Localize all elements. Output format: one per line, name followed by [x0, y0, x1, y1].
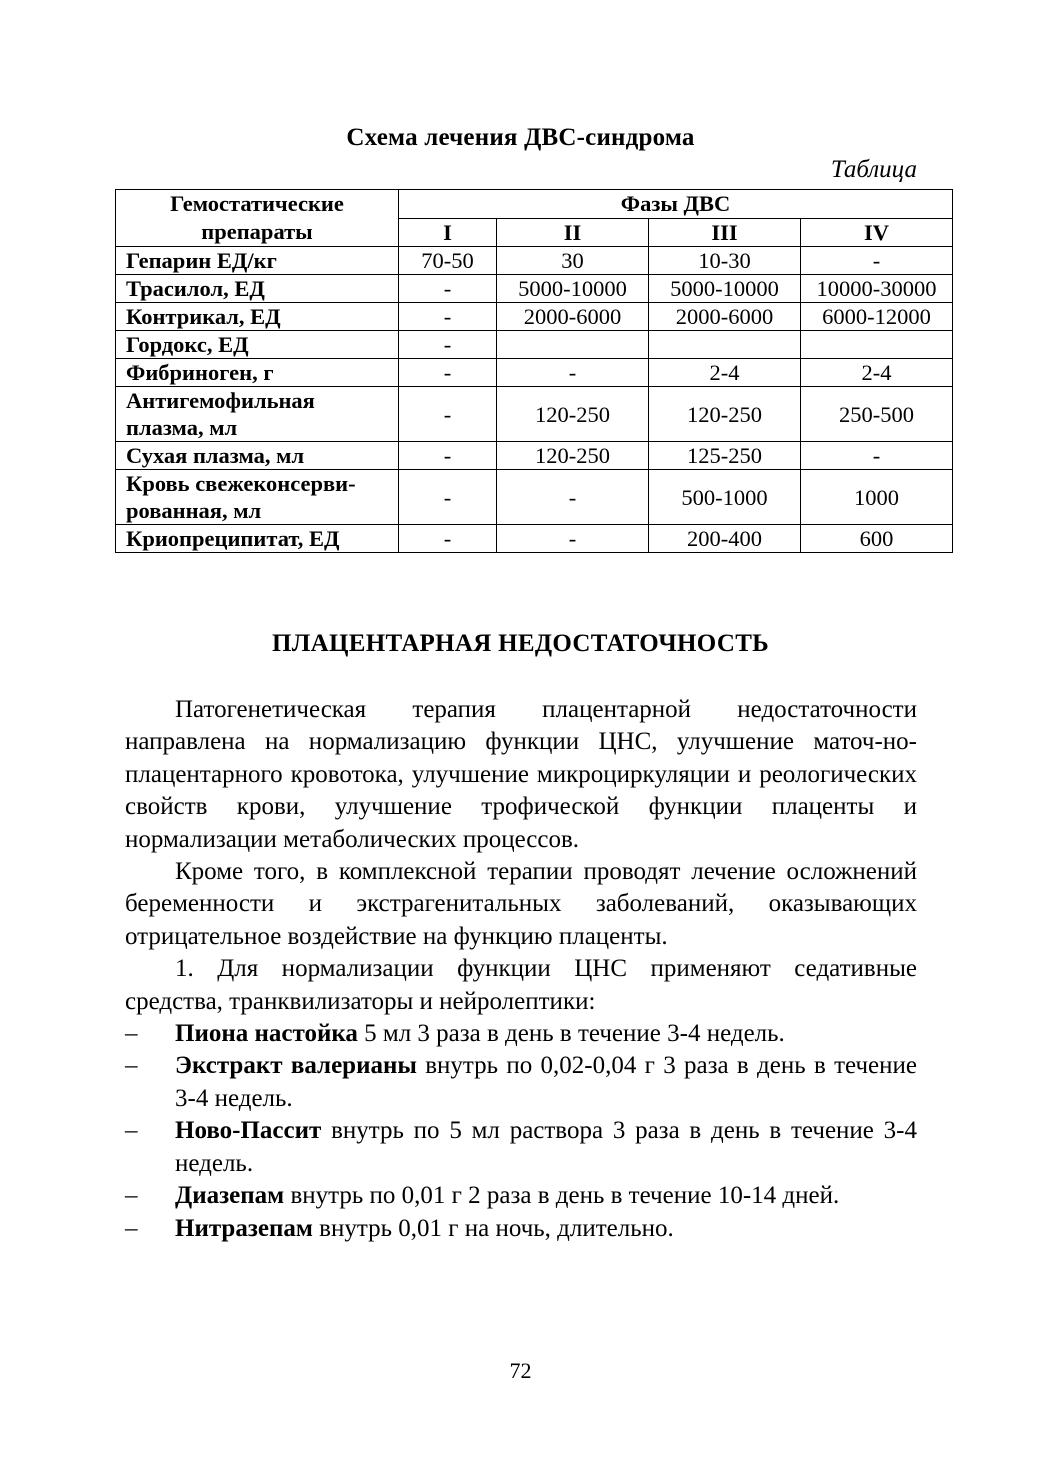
- header-phase-3: III: [649, 218, 801, 247]
- drug-description: внутрь по 5 мл раствора 3 раза в день в течение 3-4 недель.: [175, 1117, 917, 1177]
- phase-value: 10000-30000: [801, 275, 953, 303]
- dic-treatment-table: [115, 189, 953, 553]
- drug-description: внутрь 0,01 г на ночь, длительно.: [312, 1214, 674, 1242]
- phase-value: 120-250: [649, 387, 801, 442]
- phase-value: -: [399, 359, 497, 387]
- dash-bullet: –: [125, 1052, 138, 1080]
- list-item: [125, 1180, 917, 1212]
- phase-value: 125-250: [649, 442, 801, 470]
- phase-value: -: [497, 359, 649, 387]
- phase-value: -: [801, 247, 953, 275]
- drug-name: Кровь свежеконсерви-рованная, мл: [116, 470, 399, 525]
- phase-value: 30: [497, 247, 649, 275]
- phase-value: 1000: [801, 470, 953, 525]
- table-title: Схема лечения ДВС-синдрома: [346, 124, 695, 151]
- phase-value: 70-50: [399, 247, 497, 275]
- drug-name: Гордокс, ЕД: [116, 331, 399, 359]
- drug-name-bold: Диазепам: [175, 1182, 285, 1210]
- drug-name: Антигемофильная плазма, мл: [116, 387, 399, 442]
- body-text: [125, 694, 917, 1245]
- phase-value: 250-500: [801, 387, 953, 442]
- phase-value: -: [399, 525, 497, 553]
- phase-value: 500-1000: [649, 470, 801, 525]
- phase-value: 2000-6000: [649, 303, 801, 331]
- paragraph: Кроме того, в комплексной терапии проводят лечение осложнений беременности и экстрагенитальных заболеваний, оказывающих отрицательное воздействие на функцию плаценты.: [125, 858, 917, 950]
- drug-description: внутрь по 0,02-0,04 г 3 раза в день в течение 3-4 недель.: [175, 1052, 917, 1112]
- list-item: [125, 1018, 917, 1050]
- table-row: [116, 303, 953, 331]
- drug-name-bold: Экстракт валерианы: [175, 1052, 417, 1080]
- dash-bullet: –: [125, 1117, 138, 1145]
- table-caption: Таблица: [830, 156, 917, 183]
- header-phase-2: II: [497, 218, 649, 247]
- phase-value: -: [399, 442, 497, 470]
- drug-name: Трасилол, ЕД: [116, 275, 399, 303]
- header-phases: Фазы ДВС: [399, 190, 953, 219]
- phase-value: 6000-12000: [801, 303, 953, 331]
- phase-value: [801, 331, 953, 359]
- phase-value: -: [801, 442, 953, 470]
- table-row: [116, 470, 953, 525]
- drug-name-bold: Пиона настойка: [175, 1020, 358, 1048]
- drug-name: Контрикал, ЕД: [116, 303, 399, 331]
- phase-value: [649, 331, 801, 359]
- paragraph: 1. Для нормализации функции ЦНС применяют седативные средства, транквилизаторы и нейролептики:: [125, 955, 917, 1015]
- table-row: [116, 247, 953, 275]
- drug-name-bold: Нитразепам: [175, 1214, 313, 1242]
- header-phase-4: IV: [801, 218, 953, 247]
- phase-value: -: [399, 387, 497, 442]
- phase-value: 120-250: [497, 387, 649, 442]
- dash-bullet: –: [125, 1214, 138, 1242]
- phase-value: -: [399, 275, 497, 303]
- page-number: 72: [509, 1358, 532, 1383]
- paragraph: Патогенетическая терапия плацентарной недостаточности направлена на нормализацию функции ЦНС, улучшение маточ-но-плацентарного кровотока, улучшение микроциркуляции и реологических свойств крови, улучшение трофической функции плаценты и нормализации метаболических процессов.: [125, 696, 917, 853]
- drug-name: Гепарин ЕД/кг: [116, 247, 399, 275]
- dash-bullet: –: [125, 1020, 138, 1048]
- table-row: [116, 359, 953, 387]
- table-row: [116, 387, 953, 442]
- drug-name-bold: Ново-Пассит: [175, 1117, 322, 1145]
- header-drug: Гемостатические препараты: [116, 190, 399, 247]
- phase-value: [497, 331, 649, 359]
- header-phase-1: I: [399, 218, 497, 247]
- drug-name: Криопреципитат, ЕД: [116, 525, 399, 553]
- phase-value: 120-250: [497, 442, 649, 470]
- phase-value: 200-400: [649, 525, 801, 553]
- list-item: [125, 1115, 917, 1180]
- drug-description: внутрь по 0,01 г 2 раза в день в течение 10-14 дней.: [284, 1182, 840, 1210]
- phase-value: 2-4: [649, 359, 801, 387]
- phase-value: 600: [801, 525, 953, 553]
- phase-value: -: [497, 470, 649, 525]
- phase-value: 2000-6000: [497, 303, 649, 331]
- drug-description: 5 мл 3 раза в день в течение 3-4 недель.: [357, 1020, 785, 1048]
- drug-list: [125, 1018, 917, 1245]
- phase-value: -: [399, 331, 497, 359]
- phase-value: 5000-10000: [649, 275, 801, 303]
- phase-value: -: [399, 470, 497, 525]
- table-row: [116, 442, 953, 470]
- drug-name: Фибриноген, г: [116, 359, 399, 387]
- list-item: [125, 1213, 917, 1245]
- section-heading: ПЛАЦЕНТАРНАЯ НЕДОСТАТОЧНОСТЬ: [271, 630, 770, 657]
- phase-value: -: [399, 303, 497, 331]
- list-item: [125, 1050, 917, 1115]
- table-row: [116, 331, 953, 359]
- dash-bullet: –: [125, 1182, 138, 1210]
- phase-value: -: [497, 525, 649, 553]
- table-row: [116, 525, 953, 553]
- phase-value: 5000-10000: [497, 275, 649, 303]
- phase-value: 10-30: [649, 247, 801, 275]
- phase-value: 2-4: [801, 359, 953, 387]
- drug-name: Сухая плазма, мл: [116, 442, 399, 470]
- table-row: [116, 275, 953, 303]
